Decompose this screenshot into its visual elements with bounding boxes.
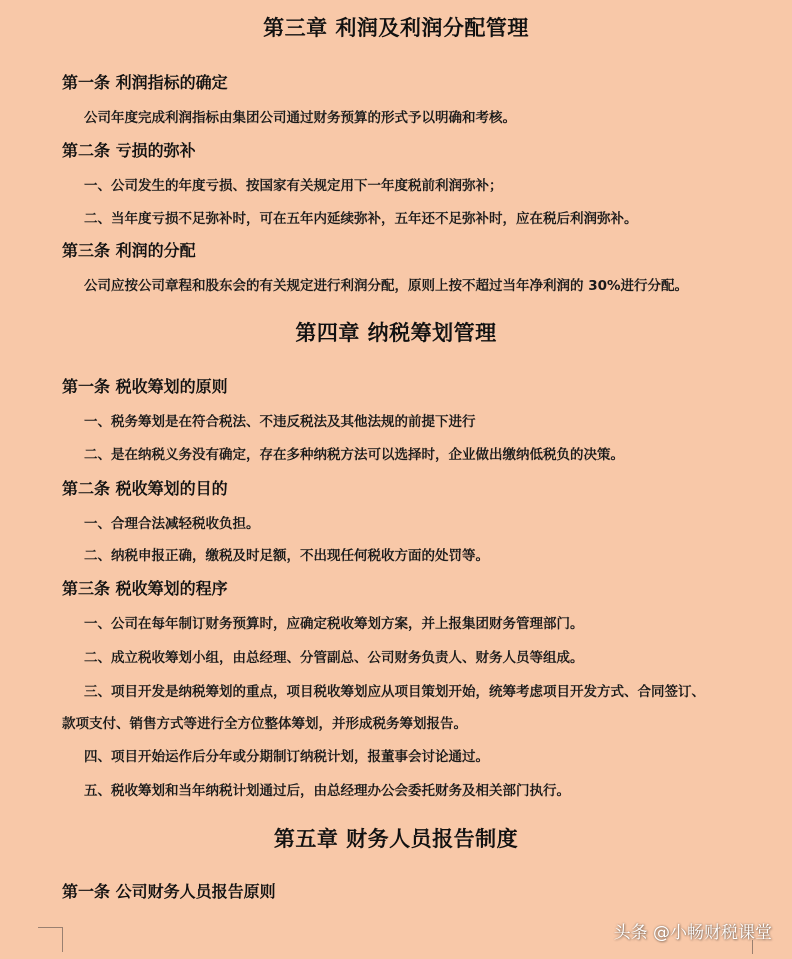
chapter-4-article-3-para-3-line-1: 三、项目开发是纳税筹划的重点，项目税收筹划应从项目策划开始，统筹考虑项目开发方式、合同签订、 xyxy=(84,684,705,700)
chapter-4-article-3-para-1: 一、公司在每年制订财务预算时，应确定税收筹划方案，并上报集团财务管理部门。 xyxy=(84,616,584,632)
chapter-4-article-3-heading: 第三条 税收筹划的程序 xyxy=(62,579,228,598)
chapter-5-article-1-heading: 第一条 公司财务人员报告原则 xyxy=(62,882,276,901)
chapter-4-title: 第四章 纳税筹划管理 xyxy=(295,321,497,345)
watermark: 头条 @小畅财税课堂 xyxy=(613,923,772,943)
chapter-4-article-3-para-2: 二、成立税收筹划小组，由总经理、分管副总、公司财务负责人、财务人员等组成。 xyxy=(84,650,584,666)
chapter-4-article-1-para-2: 二、是在纳税义务没有确定，存在多种纳税方法可以选择时，企业做出缴纳低税负的决策。 xyxy=(84,447,624,463)
chapter-4-article-2-para-1: 一、合理合法减轻税收负担。 xyxy=(84,516,260,532)
chapter-4-article-1-heading: 第一条 税收筹划的原则 xyxy=(62,377,228,396)
chapter-3-title: 第三章 利润及利润分配管理 xyxy=(263,16,529,40)
chapter-3-article-2-heading: 第二条 亏损的弥补 xyxy=(62,141,196,160)
chapter-4-article-1-para-1: 一、税务筹划是在符合税法、不违反税法及其他法规的前提下进行 xyxy=(84,414,476,430)
chapter-3-article-3-para-1: 公司应按公司章程和股东会的有关规定进行利润分配，原则上按不超过当年净利润的 30%进行分配。 xyxy=(84,278,689,294)
chapter-3-article-1-heading: 第一条 利润指标的确定 xyxy=(62,73,228,92)
chapter-3-article-1-para-1: 公司年度完成利润指标由集团公司通过财务预算的形式予以明确和考核。 xyxy=(84,110,516,126)
chapter-3-article-2-para-1: 一、公司发生的年度亏损、按国家有关规定用下一年度税前利润弥补； xyxy=(84,178,503,194)
chapter-4-article-2-heading: 第二条 税收筹划的目的 xyxy=(62,479,228,498)
chapter-3-article-2-para-2: 二、当年度亏损不足弥补时，可在五年内延续弥补，五年还不足弥补时，应在税后利润弥补。 xyxy=(84,211,638,227)
chapter-4-article-3-para-4: 四、项目开始运作后分年或分期制订纳税计划，报董事会讨论通过。 xyxy=(84,749,489,765)
page-corner-mark-left xyxy=(38,927,63,952)
chapter-4-article-3-para-5: 五、税收筹划和当年纳税计划通过后，由总经理办公会委托财务及相关部门执行。 xyxy=(84,783,570,799)
chapter-4-article-2-para-2: 二、纳税申报正确，缴税及时足额，不出现任何税收方面的处罚等。 xyxy=(84,548,489,564)
chapter-4-article-3-para-3-line-2: 款项支付、销售方式等进行全方位整体筹划，并形成税务筹划报告。 xyxy=(62,716,467,732)
chapter-3-article-3-heading: 第三条 利润的分配 xyxy=(62,241,196,260)
chapter-5-title: 第五章 财务人员报告制度 xyxy=(273,827,519,851)
